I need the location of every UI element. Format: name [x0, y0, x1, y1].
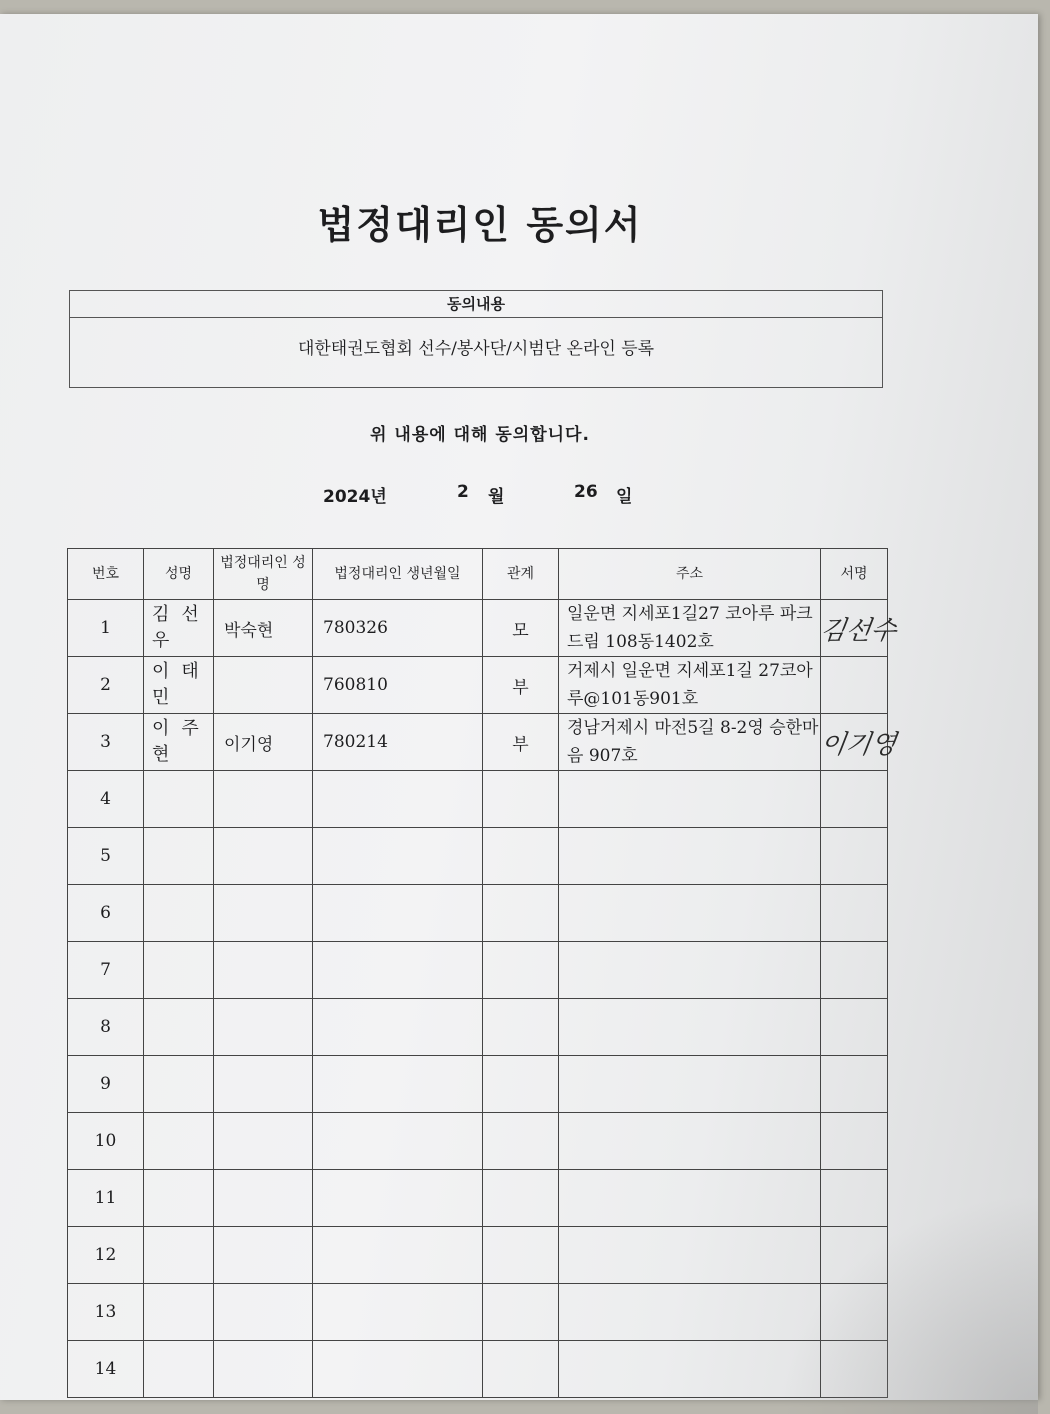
table-row	[68, 1341, 888, 1398]
row-guardian-birth: 780326	[313, 600, 483, 657]
row-name: 이태민	[144, 657, 214, 714]
row-name	[144, 1341, 214, 1398]
row-signature	[821, 1341, 888, 1398]
row-address	[559, 1113, 821, 1170]
row-address	[559, 771, 821, 828]
document-title: 법정대리인 동의서	[317, 203, 643, 247]
row-guardian-name	[214, 1113, 313, 1170]
header-relation: 관계	[483, 549, 559, 600]
row-guardian-name	[214, 942, 313, 999]
row-guardian-birth: 760810	[313, 657, 483, 714]
row-guardian-name	[214, 885, 313, 942]
row-no: 5	[68, 828, 144, 885]
row-address	[559, 1056, 821, 1113]
row-guardian-birth	[313, 771, 483, 828]
consent-content-box	[69, 290, 883, 388]
row-guardian-birth	[313, 1227, 483, 1284]
row-guardian-name	[214, 1170, 313, 1227]
row-relation	[483, 1056, 559, 1113]
row-relation: 부	[483, 657, 559, 714]
row-name	[144, 1056, 214, 1113]
row-signature	[821, 771, 888, 828]
row-name: 김선우	[144, 600, 214, 657]
table-row	[68, 1227, 888, 1284]
row-address	[559, 885, 821, 942]
table-row	[68, 1056, 888, 1113]
row-relation	[483, 1284, 559, 1341]
row-guardian-birth	[313, 828, 483, 885]
row-guardian-birth	[313, 1284, 483, 1341]
date-day: 26	[574, 482, 598, 502]
row-relation	[483, 1113, 559, 1170]
row-no: 9	[68, 1056, 144, 1113]
row-signature	[821, 1056, 888, 1113]
row-guardian-name	[214, 1284, 313, 1341]
table-row	[68, 942, 888, 999]
row-guardian-name: 박숙현	[214, 600, 313, 657]
row-name: 이주현	[144, 714, 214, 771]
header-address: 주소	[559, 549, 821, 600]
row-guardian-name	[214, 999, 313, 1056]
guardian-table	[67, 548, 899, 1398]
row-signature	[821, 885, 888, 942]
header-no: 번호	[68, 549, 144, 600]
agreement-statement: 위 내용에 대해 동의합니다.	[370, 425, 590, 445]
row-guardian-name	[214, 1341, 313, 1398]
row-guardian-birth	[313, 885, 483, 942]
row-relation	[483, 999, 559, 1056]
row-guardian-name	[214, 1227, 313, 1284]
row-no: 10	[68, 1113, 144, 1170]
row-relation	[483, 942, 559, 999]
row-relation	[483, 1170, 559, 1227]
row-signature	[821, 1227, 888, 1284]
row-signature	[821, 828, 888, 885]
row-guardian-name	[214, 657, 313, 714]
row-address	[559, 1341, 821, 1398]
row-relation: 부	[483, 714, 559, 771]
table-row	[68, 1284, 888, 1341]
table-row	[68, 828, 888, 885]
table-row	[68, 771, 888, 828]
row-no: 7	[68, 942, 144, 999]
row-address: 경남거제시 마전5길 8-2영 승한마음 907호	[559, 714, 821, 771]
header-name: 성명	[144, 549, 214, 600]
date-year: 2024년	[323, 487, 387, 507]
table-row	[68, 885, 888, 942]
row-guardian-name: 이기영	[214, 714, 313, 771]
row-address: 거제시 일운면 지세포1길 27코아루@101동901호	[559, 657, 821, 714]
row-no: 8	[68, 999, 144, 1056]
table-row	[68, 1113, 888, 1170]
row-name	[144, 999, 214, 1056]
row-no: 3	[68, 714, 144, 771]
row-no: 11	[68, 1170, 144, 1227]
row-address	[559, 942, 821, 999]
row-signature	[818, 714, 899, 771]
row-signature	[821, 999, 888, 1056]
row-address	[559, 999, 821, 1056]
header-guardian-birth: 법정대리인 생년월일	[313, 549, 483, 600]
row-signature	[821, 942, 888, 999]
row-name	[144, 1170, 214, 1227]
row-no: 2	[68, 657, 144, 714]
row-relation	[483, 1227, 559, 1284]
document-page	[0, 14, 1038, 1400]
table-header-row	[68, 549, 888, 600]
row-name	[144, 1227, 214, 1284]
row-signature	[821, 1113, 888, 1170]
row-name	[144, 1113, 214, 1170]
row-name	[144, 771, 214, 828]
row-address	[559, 1284, 821, 1341]
row-name	[144, 942, 214, 999]
row-no: 14	[68, 1341, 144, 1398]
row-guardian-name	[214, 771, 313, 828]
header-signature: 서명	[821, 549, 888, 600]
table-row	[68, 657, 888, 714]
row-guardian-birth: 780214	[313, 714, 483, 771]
table-row	[68, 714, 888, 771]
row-guardian-birth	[313, 1341, 483, 1398]
row-no: 6	[68, 885, 144, 942]
row-relation	[483, 828, 559, 885]
row-signature	[821, 657, 888, 714]
date-day-unit: 일	[616, 487, 633, 507]
date-month: 2	[457, 482, 469, 502]
row-relation	[483, 771, 559, 828]
row-name	[144, 828, 214, 885]
row-address	[559, 1170, 821, 1227]
row-guardian-birth	[313, 1170, 483, 1227]
row-no: 13	[68, 1284, 144, 1341]
row-relation	[483, 1341, 559, 1398]
row-guardian-birth	[313, 1056, 483, 1113]
table-row	[68, 1170, 888, 1227]
row-guardian-birth	[313, 1113, 483, 1170]
row-address: 일운면 지세포1길27 코아루 파크드림 108동1402호	[559, 600, 821, 657]
row-guardian-birth	[313, 942, 483, 999]
row-no: 1	[68, 600, 144, 657]
handwritten-signature: 김선수	[818, 615, 899, 646]
consent-content-header: 동의내용	[70, 291, 882, 318]
row-relation: 모	[483, 600, 559, 657]
row-address	[559, 828, 821, 885]
header-guardian-name: 법정대리인 성명	[214, 549, 313, 600]
row-guardian-birth	[313, 999, 483, 1056]
row-signature	[821, 1170, 888, 1227]
row-relation	[483, 885, 559, 942]
row-no: 12	[68, 1227, 144, 1284]
row-name	[144, 885, 214, 942]
row-signature	[821, 1284, 888, 1341]
consent-content-body: 대한태권도협회 선수/봉사단/시범단 온라인 등록	[297, 339, 655, 359]
handwritten-signature: 이기영	[818, 729, 899, 760]
row-no: 4	[68, 771, 144, 828]
row-name	[144, 1284, 214, 1341]
table-row	[68, 999, 888, 1056]
row-address	[559, 1227, 821, 1284]
table-row	[68, 600, 888, 657]
row-guardian-name	[214, 1056, 313, 1113]
row-guardian-name	[214, 828, 313, 885]
date-month-unit: 월	[488, 487, 505, 507]
row-signature	[818, 600, 899, 657]
